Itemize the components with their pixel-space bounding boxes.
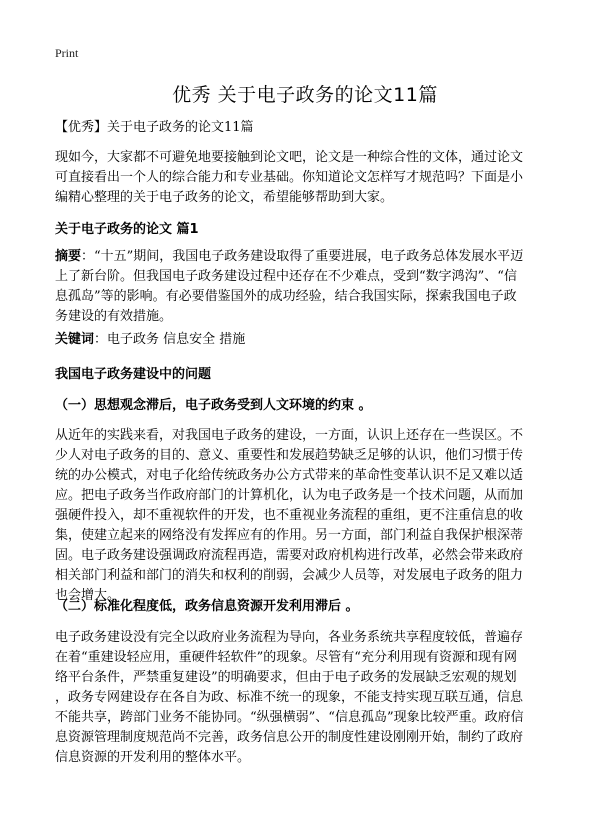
section2-paragraph [55, 628, 553, 768]
abstract-line: 务建设的有效措施。 [55, 309, 173, 324]
page-title: 优秀 关于电子政务的论文11篇 [172, 84, 438, 106]
keywords-text: ：电子政务 信息安全 措施 [94, 332, 246, 347]
section2-line: ，政务专网建设存在各自为政、标准不统一的现象，不能支持实现互联互通，信息 [55, 690, 524, 705]
abstract-line: 息孤岛”等的影响。有必要借鉴国外的成功经验，结合我国实际，探索我国电子政 [55, 289, 517, 304]
section1-line: 强硬件投入，却不重视软件的开发，也不重视业务流程的重组，更不注重信息的收 [55, 508, 524, 523]
section2-line: 息资源管理制度规范尚不完善，政务信息公开的制度性建设刚刚开始，制约了政府 [55, 730, 524, 745]
section2-line: 不能共享，跨部门业务不能协同。“纵强横弱”、“信息孤岛”现象比较严重。政府信 [55, 710, 524, 725]
section2-heading: （二）标准化程度低，政务信息资源开发利用滞后 。 [55, 599, 359, 614]
section2-line: 在着“重建设轻应用，重硬件轻软件”的现象。尽管有“充分利用现有资源和现有网 [55, 650, 517, 665]
section2-line: 信息资源的开发利用的整体水平。 [55, 750, 251, 765]
abstract-paragraph [55, 247, 553, 327]
section2-line: 络平台条件，严禁重复建设”的明确要求，但由于电子政务的发展缺乏宏观的规划 [55, 670, 517, 685]
problem-heading: 我国电子政务建设中的问题 [55, 367, 212, 382]
abstract-line [55, 247, 553, 267]
keywords-label: 关键词 [55, 332, 95, 347]
section1-heading: （一）思想观念滞后，电子政务受到人文环境的约束 。 [55, 398, 372, 413]
intro-line: 现如今，大家都不可避免地要接触到论文吧，论文是一种综合性的文体，通过论文 [55, 150, 524, 165]
article-heading: 关于电子政务的论文 篇1 [55, 222, 199, 237]
keywords-paragraph [55, 330, 553, 350]
section1-line: 少人对电子政务的目的、意义、重要性和发展趋势缺乏足够的认识，他们习惯于传 [55, 448, 524, 463]
abstract-text: ：“十五”期间，我国电子政务建设取得了重要进展，电子政务总体发展水平迈 [81, 249, 524, 264]
section1-line: 相关部门利益和部门的消失和权利的削弱，会减少人员等，对发展电子政务的阻力 [55, 568, 524, 583]
print-link[interactable]: Print [55, 46, 79, 60]
section1-line: 集，使建立起来的网络没有发挥应有的作用。另一方面，部门利益自我保护根深蒂 [55, 528, 524, 543]
abstract-label: 摘要 [55, 249, 82, 264]
section1-line: 应。把电子政务当作政府部门的计算机化，认为电子政务是一个技术问题，从而加 [55, 488, 524, 503]
abstract-line: 上了新台阶。但我国电子政务建设过程中还存在不少难点，受到“数字鸿沟”、“信 [55, 269, 517, 284]
section1-line: 从近年的实践来看，对我国电子政务的建设，一方面，认识上还存在一些误区。不 [55, 428, 524, 443]
intro-line: 可直接看出一个人的综合能力和专业基础。你知道论文怎样写才规范吗？下面是小 [55, 170, 524, 185]
intro-line: 编精心整理的关于电子政务的论文，希望能够帮助到大家。 [55, 190, 394, 205]
intro-paragraph [55, 148, 553, 208]
section2-line: 电子政务建设没有完全以政府业务流程为导向，各业务系统共享程度较低，普遍存 [55, 630, 524, 645]
document-subtitle: 【优秀】关于电子政务的论文11篇 [55, 120, 254, 135]
section1-paragraph [55, 426, 553, 606]
section1-line: 固。电子政务建设强调政府流程再造，需要对政府机构进行改革，必然会带来政府 [55, 548, 524, 563]
section1-line: 统的办公模式，对电子化给传统政务办公方式带来的革命性变革认识不足又难以适 [55, 468, 524, 483]
section1-line: 也会增大。 [55, 588, 121, 603]
